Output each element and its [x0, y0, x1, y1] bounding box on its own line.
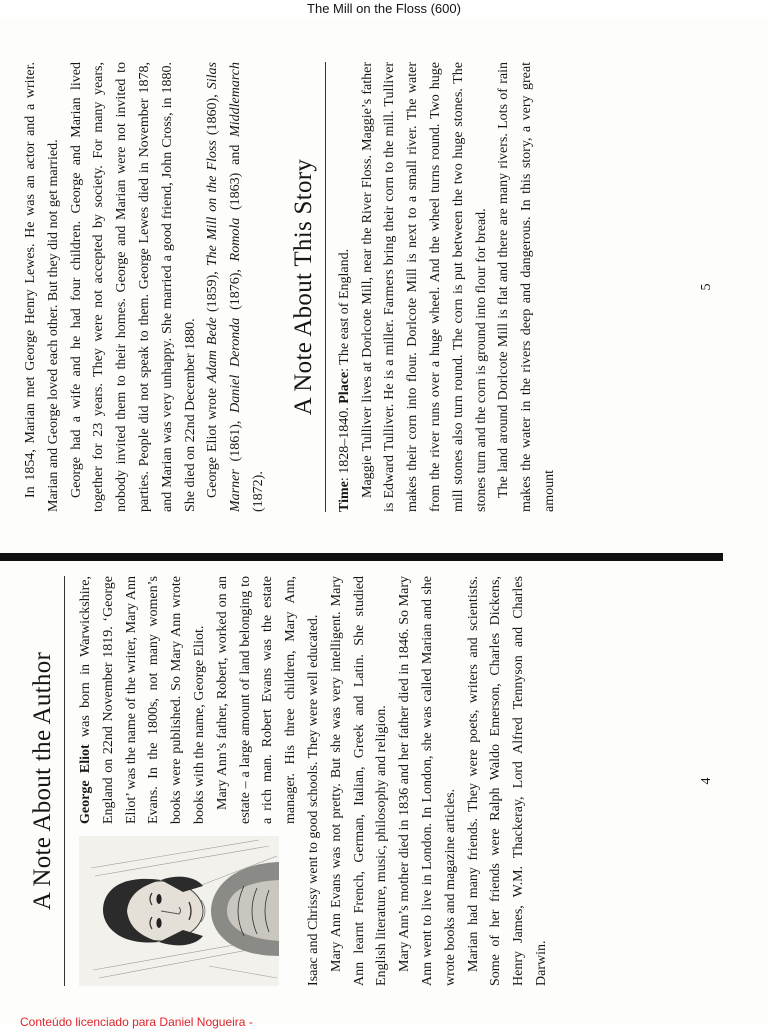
page-number-4: 4	[699, 777, 715, 785]
title-romola: Romola	[228, 217, 244, 262]
author-paragraph-6: In 1854, Marian met George Henry Lewes. He was an actor and a writer. Marian and George loved each other. But they did not get married.	[23, 62, 61, 512]
author-paragraph-4: Mary Ann’s mother died in 1836 and her father died in 1846. So Mary Ann went to live in London. In London, she was called Marian and she wrote books and magazine articles.	[397, 576, 458, 986]
place-value: : The east of England.	[336, 248, 352, 372]
author-paragraph-7: George had a wife and he had four children. George and Marian lived together for 23 years. They were not accepted by society. For many years, nobody invited them to their homes. George and Marian were not invited to parties. People did not speak to them. George Lewes died in November 1878, and Marian was very unhappy. She married a good friend, John Cross, in 1880. She died on 22nd December 1880.	[68, 62, 198, 512]
title-mill-on-the-floss: The Mill on the Floss	[205, 140, 221, 267]
rotated-book-spread	[0, 18, 723, 1024]
book-gutter	[0, 553, 723, 561]
page-5	[0, 62, 723, 512]
author-paragraph-5: Marian had many friends. They were poets, writers and scientists. Some of her friends were Ralph Waldo Emerson, Charles Dickens, Henry James, W.M. Thackeray, Lord Alfred Tennyson and Charles Darwin.	[465, 576, 549, 986]
author-paragraph-1-text: was born in Warwickshire, England on 22nd November 1819. ‘George Eliot’ was the name of the writer, Mary Ann Evans. In the 1800s, not many women’s books were published. So Mary Ann wrote books with the name, George Eliot.	[78, 576, 207, 824]
story-note-heading: A Note About This Story	[289, 62, 326, 512]
author-paragraph-3: Mary Ann Evans was not pretty. But she was very intelligent. Mary Ann learnt French, German, Italian, Greek and Latin. She studied English literature, music, philosophy and religion.	[328, 576, 390, 986]
page-number-5: 5	[699, 283, 715, 291]
document-title: The Mill on the Floss (600)	[307, 1, 461, 16]
title-daniel-deronda: Daniel Deronda	[228, 317, 244, 413]
author-paragraph-2: Mary Ann’s father, Robert, worked on an estate – a large amount of land belonging to a rich man. Robert Evans was the estate manager. His three children, Mary Ann, Isaac and Chrissy went to good schools. They were well educated.	[214, 576, 321, 986]
author-name: George Eliot	[78, 744, 93, 824]
license-watermark: Conteúdo licenciado para Daniel Nogueira -	[20, 1015, 253, 1029]
scanned-spread	[0, 18, 768, 1024]
place-label: Place	[336, 371, 352, 404]
author-note-heading: A Note About the Author	[28, 576, 65, 986]
story-paragraph-2: The land around Dorlcote Mill is flat and there are many rivers. Lots of rain makes the water in the rivers deep and dangerous. In this story, a very great amount	[496, 62, 557, 512]
george-eliot-portrait	[79, 836, 279, 986]
page-4	[0, 576, 723, 986]
story-paragraph-1: Maggie Tulliver lives at Dorlcote Mill, near the River Floss. Maggie’s father is Edward Tulliver. He is a miller. Farmers bring their corn to the mill. Tulliver makes their corn into flour. Dorlcote Mill is next to a small river. The water from the river runs over a huge wheel. And the wheel turns round. Two huge mill stones also turn round. The corn is put between the two huge stones. The stones turn and the corn is ground into flour for bread.	[359, 62, 489, 512]
time-place-line	[334, 62, 357, 512]
time-value: : 1828–1840.	[336, 403, 352, 482]
time-label: Time	[336, 481, 352, 512]
works-paragraph: George Eliot wrote Adam Bede (1859), The Mill on the Floss (1860), Silas Marner (1861), Daniel Deronda (1876), Romola (1863) and Middlemarch (1872).	[205, 61, 266, 512]
title-adam-bede: Adam Bede	[205, 317, 221, 383]
title-silas-marner: Silas Marner	[205, 62, 244, 512]
title-middlemarch: Middlemarch	[228, 61, 244, 137]
